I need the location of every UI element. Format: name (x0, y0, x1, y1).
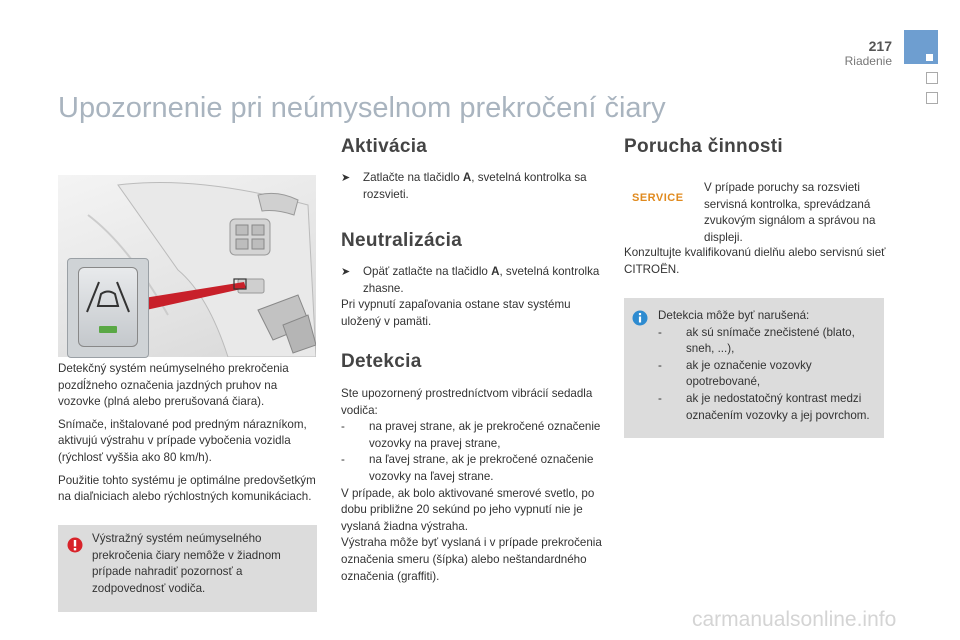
memory-note: Pri vypnutí zapaľovania ostane stav systému uložený v pamäti. (341, 298, 571, 328)
list-item: - ak sú snímače znečistené (blato, sneh, ...), (658, 325, 855, 356)
activation-heading: Aktivácia (341, 136, 428, 157)
page-number: 217 (868, 38, 892, 54)
lane-departure-button[interactable] (78, 267, 138, 347)
intro-paragraph: Snímače, inštalované pod predným nárazníkom, aktivujú výstrahu v prípade vybočenia vozidla (rýchlosť vyššia ako 80 km/h). (58, 417, 307, 464)
chapter-label: Riadenie (844, 54, 892, 68)
detection-heading: Detekcia (341, 351, 422, 372)
detection-text (341, 386, 605, 585)
info-intro: Detekcia môže byť narušená: (658, 309, 810, 322)
neutralization-heading: Neutralizácia (341, 230, 463, 251)
chapter-tab[interactable] (926, 92, 938, 104)
warning-box (58, 525, 317, 612)
activation-step: ➤ Zatlačte na tlačidlo A, svetelná kontrolka sa rozsvieti. (341, 171, 587, 201)
key-a: A (491, 265, 500, 278)
list-item: - ak je označenie vozovky opotrebované, (658, 358, 812, 389)
key-a: A (462, 171, 472, 184)
warning-text: Výstražný systém neúmyselného prekročenia čiary nemôže v žiadnom prípade nahradiť pozornosť a zodpovednosť vodiča. (92, 532, 281, 595)
warning-icon (67, 537, 83, 555)
neutralization-text (341, 264, 603, 330)
list-item: - ak je nedostatočný kontrast medzi označením vozovky a jej povrchom. (658, 391, 870, 422)
list-item: - na pravej strane, ak je prekročené označenie vozovky na pravej strane, (341, 420, 601, 450)
fault-text: V prípade poruchy sa rozsvieti servisná kontrolka, sprevádzaná zvukovým signálom a správou na displeji. (704, 181, 876, 244)
info-icon (632, 310, 648, 326)
intro-paragraph: Použitie tohto systému je optimálne predovšetkým na diaľniciach alebo rýchlostných komunikáciach. (58, 473, 316, 504)
chapter-tab[interactable] (926, 72, 938, 84)
info-box (624, 298, 884, 438)
watermark: carmanualsonline.info (692, 608, 897, 631)
intro-paragraph: Detekčný systém neúmyselného prekročenia pozdĺžneho označenia jazdných pruhov na vozovke (plná alebo prerušovaná čiara). (58, 362, 289, 409)
arrow-bullet-icon: ➤ (341, 172, 351, 184)
status-led (99, 326, 117, 333)
pointer-arrow (140, 276, 250, 316)
neutralization-step: ➤ Opäť zatlačte na tlačidlo A, svetelná kontrolka zhasne. (341, 265, 600, 295)
list-item: - na ľavej strane, ak je prekročené označenie vozovky na ľavej strane. (341, 453, 594, 483)
detection-paragraph: V prípade, ak bolo aktivované smerové svetlo, po dobu približne 20 sekúnd po jeho vypnutí nie je vyslaná žiadna výstraha. (341, 486, 595, 533)
lane-departure-switch-panel (67, 258, 149, 358)
detection-paragraph: Výstraha môže byť vyslaná i v prípade prekročenia označenia smeru (šípka) alebo neštandardného označenia (graffiti). (341, 536, 602, 583)
arrow-bullet-icon: ➤ (341, 266, 351, 278)
page-title: Upozornenie pri neúmyselnom prekročení čiary (58, 92, 666, 124)
service-warning-icon: SERVICE (632, 192, 684, 204)
intro-text (58, 361, 320, 512)
info-text (658, 308, 880, 424)
fault-heading: Porucha činnosti (624, 136, 783, 157)
consult-text: Konzultujte kvalifikovanú dielňu alebo servisnú sieť CITROËN. (624, 246, 886, 276)
detection-intro: Ste upozornený prostredníctvom vibrácií sedadla vodiča: (341, 387, 593, 417)
lane-departure-icon (79, 272, 137, 322)
chapter-tab-active[interactable] (904, 30, 938, 64)
